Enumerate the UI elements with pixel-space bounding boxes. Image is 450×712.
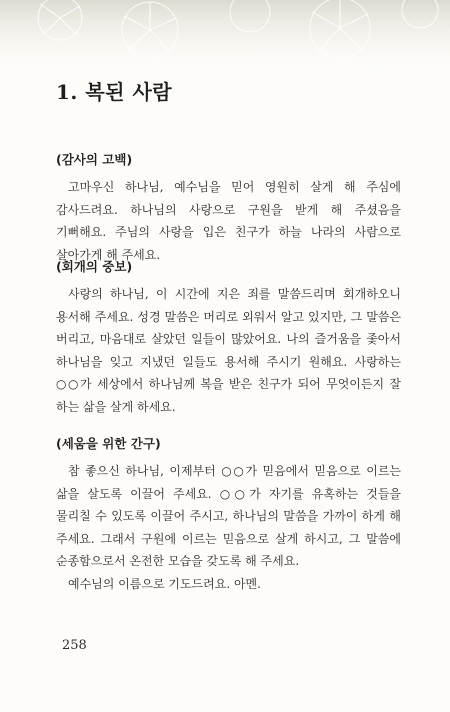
paragraph: 참 좋으신 하나님, 이제부터 ○○가 믿음에서 믿음으로 이르는 삶을 살도록 이끌어 주세요. ○○가 자기를 유혹하는 것들을 물리칠 수 있도록 이끌어 주시고, 하나님의 말씀을 가까이 하게 해 주세요. 그래서 구원에 이르는 믿음으로 살게 하시고, 그 말씀에 순종함으로서 온전한 모습을 갖도록 해 주세요. <box>56 464 401 569</box>
paragraph: 예수님의 이름으로 기도드려요. 아멘. <box>68 576 261 591</box>
section-heading: (감사의 고백) <box>56 152 133 167</box>
section-edification <box>56 434 401 596</box>
floral-decoration <box>0 0 450 75</box>
section-heading: (회개의 중보) <box>56 259 133 274</box>
section-heading: (세움을 위한 간구) <box>56 436 161 451</box>
paragraph: 사랑의 하나님, 이 시간에 지은 죄를 말씀드리며 회개하오니 용서해 주세요. 성경 말씀은 머리로 외워서 알고 있지만, 그 말씀은 버리고, 마음대로 살았던 일들이 많았어요. 나의 즐거움을 좇아서 하나님을 잊고 지냈던 일들도 용서해 주시기 원해요. 사랑하는 ○○가 세상에서 하나님께 복을 받은 친구가 되어 무엇이든지 잘 하는 삶을 살게 하세요. <box>56 287 401 414</box>
section-repentance <box>56 257 401 419</box>
paragraph: 고마우신 하나님, 예수님을 믿어 영원히 살게 해 주심에 감사드려요. 하나님의 사랑으로 구원을 받게 해 주셨음을 기뻐해요. 주님의 사랑을 입은 친구가 하늘 나라의 사람으로 살아가게 해 주세요. <box>56 180 401 262</box>
section-gratitude <box>56 150 401 266</box>
chapter-title: 1. 복된 사람 <box>56 80 173 104</box>
page-number: 258 <box>62 638 87 653</box>
